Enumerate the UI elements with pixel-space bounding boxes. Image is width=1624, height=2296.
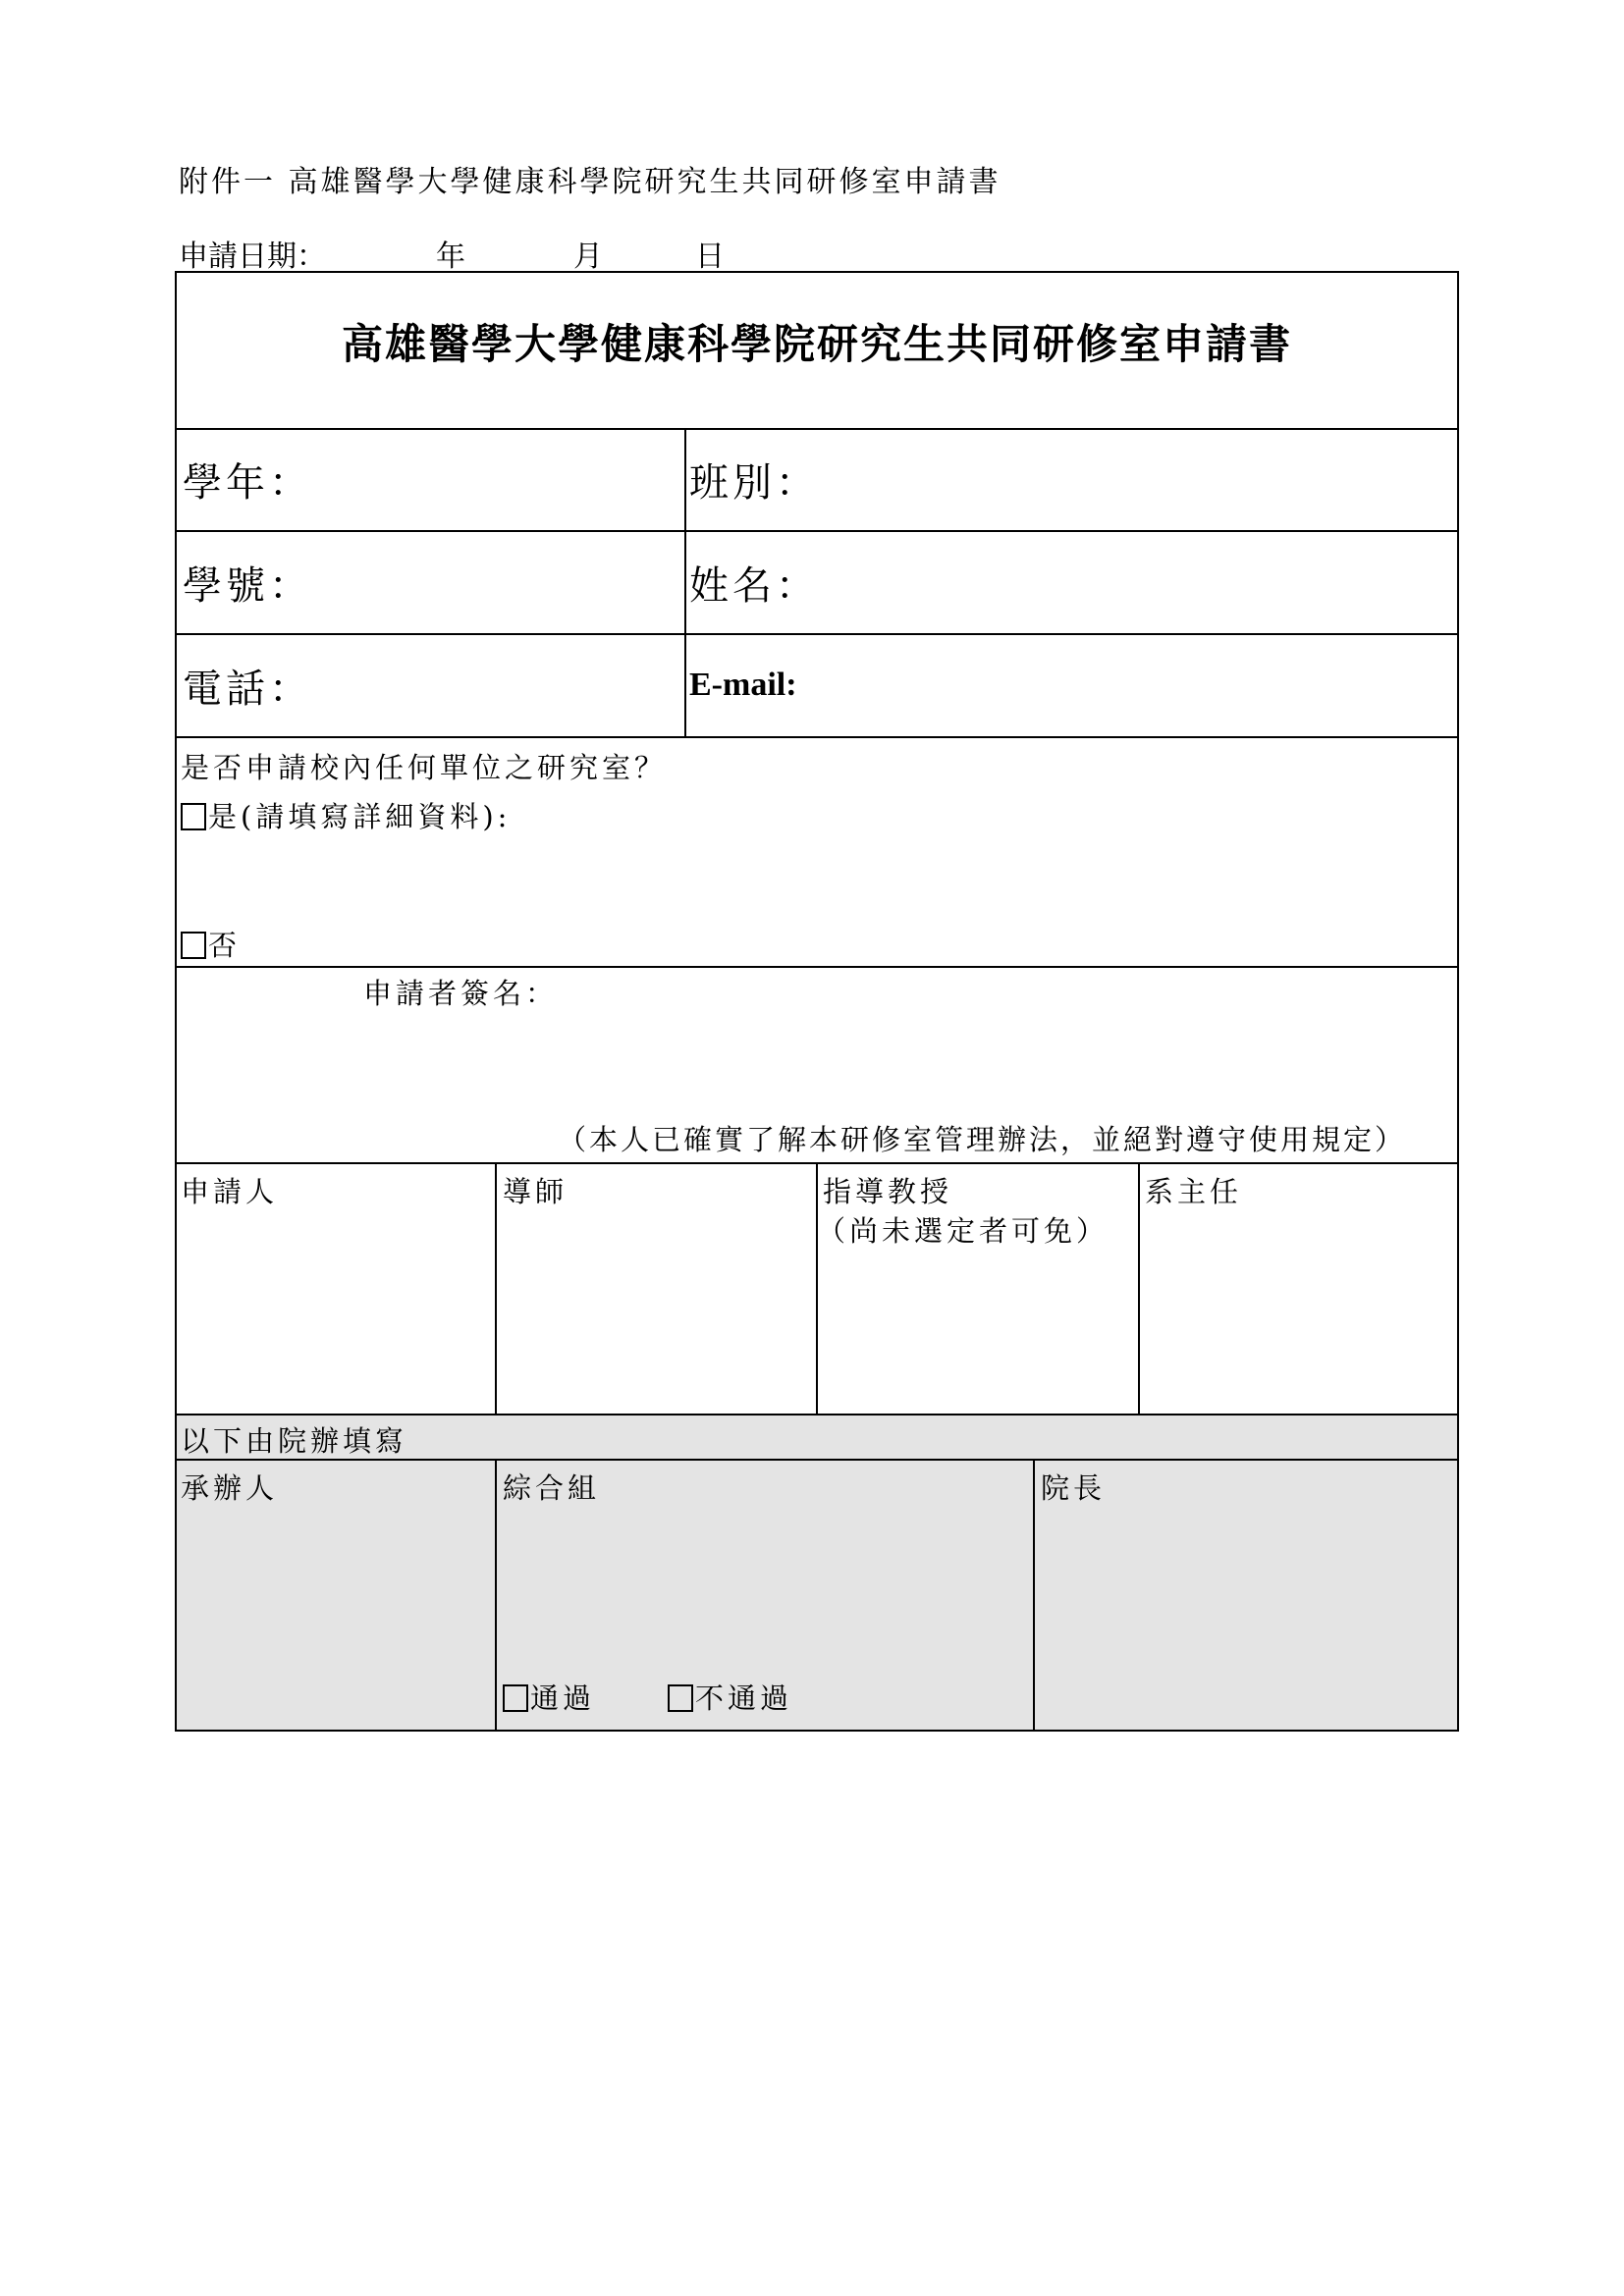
handler-cell[interactable]: 承辦人 [181, 1471, 279, 1505]
divider [175, 428, 1459, 430]
advisor-signature-cell[interactable]: 指導教授 [823, 1175, 953, 1208]
divider [495, 1459, 497, 1732]
dean-cell[interactable]: 院長 [1041, 1471, 1107, 1505]
signature-label[interactable]: 申請者簽名： [363, 977, 559, 1010]
office-shading [175, 1414, 1459, 1732]
general-affairs-cell[interactable]: 綜合組 [503, 1471, 601, 1505]
advisor-note: （尚未選定者可免） [817, 1214, 1110, 1248]
chair-signature-cell[interactable]: 系主任 [1145, 1175, 1243, 1208]
option-no[interactable] [181, 924, 241, 964]
yes-checkbox[interactable] [181, 803, 206, 830]
fail-checkbox[interactable] [668, 1684, 693, 1712]
office-section-header: 以下由院辦填寫 [181, 1424, 408, 1458]
year-label: 年 [436, 240, 465, 274]
divider [1033, 1459, 1035, 1732]
declaration: （本人已確實了解本研修室管理辦法，並絕對遵守使用規定） [558, 1123, 1407, 1156]
date-label: 申請日期： [179, 240, 326, 274]
no-checkbox[interactable] [181, 932, 206, 959]
fail-label: 不通過 [695, 1682, 793, 1715]
form-title: 高雄醫學大學健康科學院研究生共同研修室申請書 [341, 320, 1292, 368]
divider [175, 736, 1459, 738]
month-label: 月 [573, 240, 603, 274]
applicant-signature-cell[interactable]: 申請人 [181, 1175, 279, 1208]
day-label: 日 [695, 240, 725, 274]
student-id-field[interactable]: 學號： [183, 563, 312, 609]
class-field[interactable]: 班別： [689, 460, 819, 506]
divider [1138, 1162, 1140, 1415]
attachment-title: 附件一 高雄醫學大學健康科學院研究生共同研修室申請書 [179, 165, 1001, 199]
divider [684, 428, 686, 738]
fail-option[interactable] [668, 1677, 792, 1717]
tutor-signature-cell[interactable]: 導師 [503, 1175, 568, 1208]
divider [495, 1162, 497, 1415]
phone-field[interactable]: 電話： [183, 667, 312, 712]
application-form [175, 271, 1459, 1732]
divider [816, 1162, 818, 1415]
divider [175, 530, 1459, 532]
divider [175, 966, 1459, 968]
lab-question: 是否申請校內任何單位之研究室？ [181, 751, 668, 784]
pass-checkbox[interactable] [503, 1684, 528, 1712]
option-yes-label: 是(請填寫詳細資料): [208, 800, 512, 833]
option-no-label: 否 [208, 929, 242, 962]
divider [175, 633, 1459, 635]
email-field[interactable]: E-mail: [689, 667, 797, 703]
name-field[interactable]: 姓名： [689, 563, 819, 609]
option-yes[interactable] [181, 795, 511, 835]
pass-option[interactable] [503, 1677, 595, 1717]
pass-label: 通過 [530, 1682, 596, 1715]
academic-year-field[interactable]: 學年： [183, 460, 312, 506]
